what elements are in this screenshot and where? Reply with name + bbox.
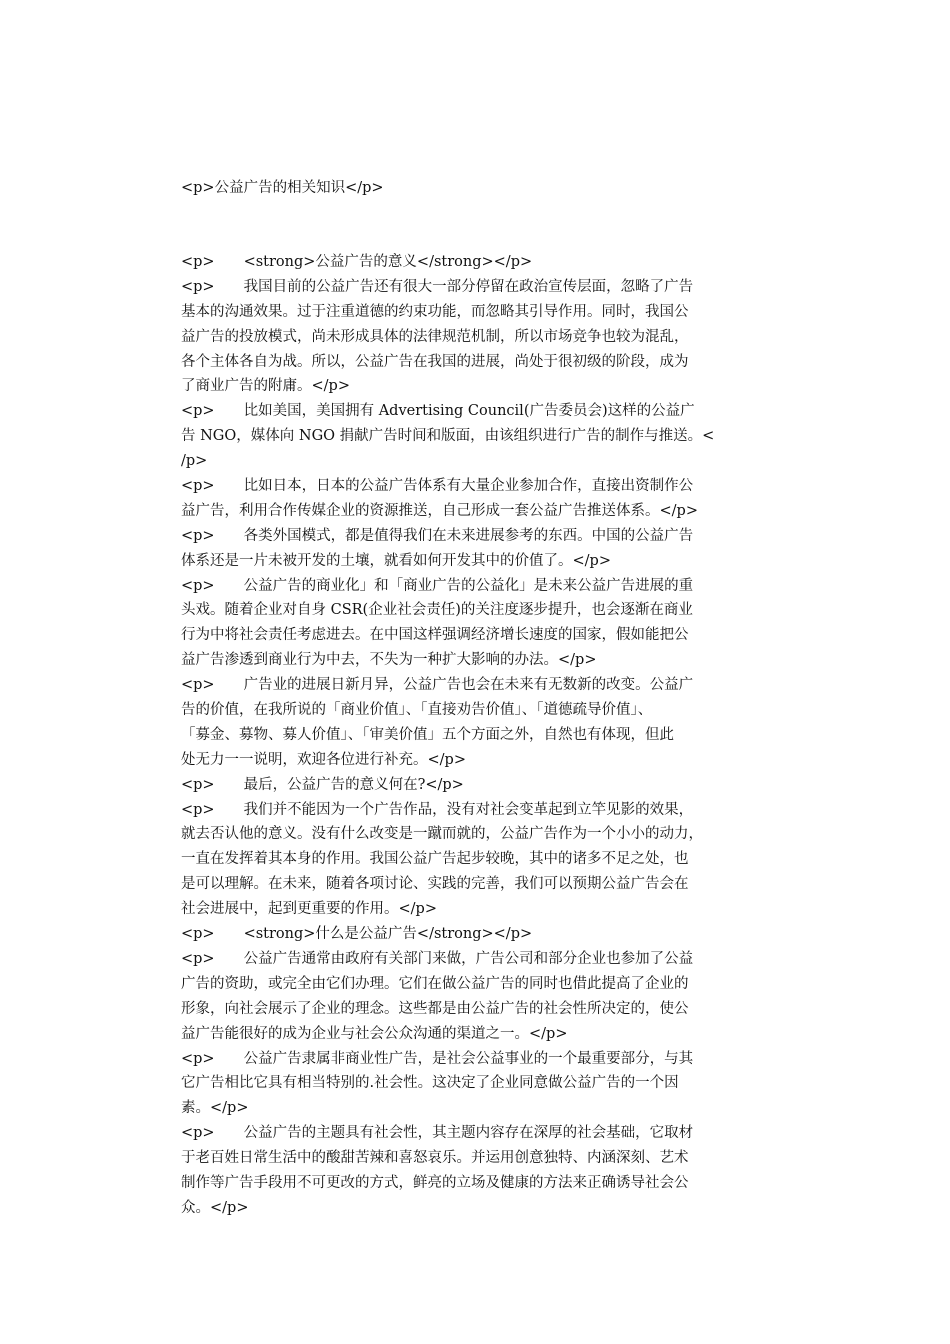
text-line: 它广告相比它具有相当特别的.社会性。这决定了企业同意做公益广告的一个因	[181, 1075, 679, 1092]
text-line: 处无力一一说明，欢迎各位进行补充。</p>	[181, 751, 466, 768]
text-line: 了商业广告的附庸。</p>	[181, 378, 350, 395]
text-line: 告的价值，在我所说的「商业价值」、「直接劝告价值」、「道德疏导价值」、	[181, 702, 653, 719]
document-title: <p>公益广告的相关知识</p>	[181, 180, 384, 196]
text-line: <p> 各类外国模式，都是值得我们在未来进展参考的东西。中国的公益广告	[181, 527, 694, 544]
text-line: 益广告能很好的成为企业与社会公众沟通的渠道之一。</p>	[181, 1025, 568, 1042]
text-line: 体系还是一片未被开发的土壤，就看如何开发其中的价值了。</p>	[181, 552, 611, 569]
text-line: /p>	[181, 453, 208, 470]
text-line: <p> <strong>公益广告的意义</strong></p>	[181, 254, 533, 270]
text-line: <p> 最后，公益广告的意义何在?</p>	[181, 776, 464, 793]
text-line: 就去否认他的意义。没有什么改变是一蹴而就的，公益广告作为一个小小的动力，	[181, 826, 703, 843]
text-line: <p> 公益广告的商业化」和「商业广告的公益化」是未来公益广告进展的重	[181, 577, 694, 594]
text-line: 形象，向社会展示了企业的理念。这些都是由公益广告的社会性所决定的，使公	[181, 1000, 689, 1017]
text-line: 制作等广告手段用不可更改的方式，鲜亮的立场及健康的方法来正确诱导社会公	[181, 1174, 689, 1191]
text-line: <p> 公益广告通常由政府有关部门来做，广告公司和部分企业也参加了公益	[181, 950, 694, 967]
text-line: <p> <strong>什么是公益广告</strong></p>	[181, 926, 533, 943]
text-line: 素。</p>	[181, 1100, 249, 1117]
text-line: <p> 广告业的进展日新月异，公益广告也会在未来有无数新的改变。公益广	[181, 677, 694, 694]
text-line: 于老百姓日常生活中的酸甜苦辣和喜怒哀乐。并运用创意独特、内涵深刻、艺术	[181, 1150, 689, 1167]
text-line: 一直在发挥着其本身的作用。我国公益广告起步较晚，其中的诸多不足之处，也	[181, 851, 689, 868]
text-line: 益广告渗透到商业行为中去，不失为一种扩大影响的办法。</p>	[181, 652, 597, 669]
text-line: 各个主体各自为战。所以，公益广告在我国的进展，尚处于很初级的阶段，成为	[181, 353, 689, 370]
text-line: <p> 比如日本，日本的公益广告体系有大量企业参加合作，直接出资制作公	[181, 478, 694, 495]
text-line: 是可以理解。在未来，随着各项讨论、实践的完善，我们可以预期公益广告会在	[181, 876, 689, 893]
text-line: 益广告的投放模式，尚未形成具体的法律规范机制，所以市场竞争也较为混乱，	[181, 328, 689, 345]
text-line: <p> 公益广告的主题具有社会性，其主题内容存在深厚的社会基础，它取材	[181, 1125, 694, 1142]
text-line: <p> 公益广告隶属非商业性广告，是社会公益事业的一个最重要部分，与其	[181, 1050, 694, 1067]
text-line: 基本的沟通效果。过于注重道德的约束功能，而忽略其引导作用。同时，我国公	[181, 303, 689, 320]
text-line: 广告的资助，或完全由它们办理。它们在做公益广告的同时也借此提高了企业的	[181, 975, 689, 992]
text-line: <p> 我国目前的公益广告还有很大一部分停留在政治宣传层面，忽略了广告	[181, 278, 694, 295]
text-line: <p> 我们并不能因为一个广告作品，没有对社会变革起到立竿见影的效果，	[181, 801, 694, 818]
text-line: 众。</p>	[181, 1199, 249, 1216]
document-body	[181, 250, 781, 1221]
text-line: 益广告，利用合作传媒企业的资源推送，自己形成一套公益广告推送体系。</p>	[181, 502, 698, 519]
text-line: 「募金、募物、募人价值」、「审美价值」五个方面之外，自然也有体现，但此	[181, 726, 674, 743]
text-line: 头戏。随着企业对自身 CSR(企业社会责任)的关注度逐步提升，也会逐渐在商业	[181, 602, 693, 619]
text-line: 社会进展中，起到更重要的作用。</p>	[181, 901, 437, 918]
text-line: <p> 比如美国，美国拥有 Advertising Council(广告委员会)这样的公益广	[181, 403, 695, 420]
text-line: 告 NGO，媒体向 NGO 捐献广告时间和版面，由该组织进行广告的制作与推送。<	[181, 428, 715, 445]
text-line: 行为中将社会责任考虑进去。在中国这样强调经济增长速度的国家，假如能把公	[181, 627, 689, 644]
